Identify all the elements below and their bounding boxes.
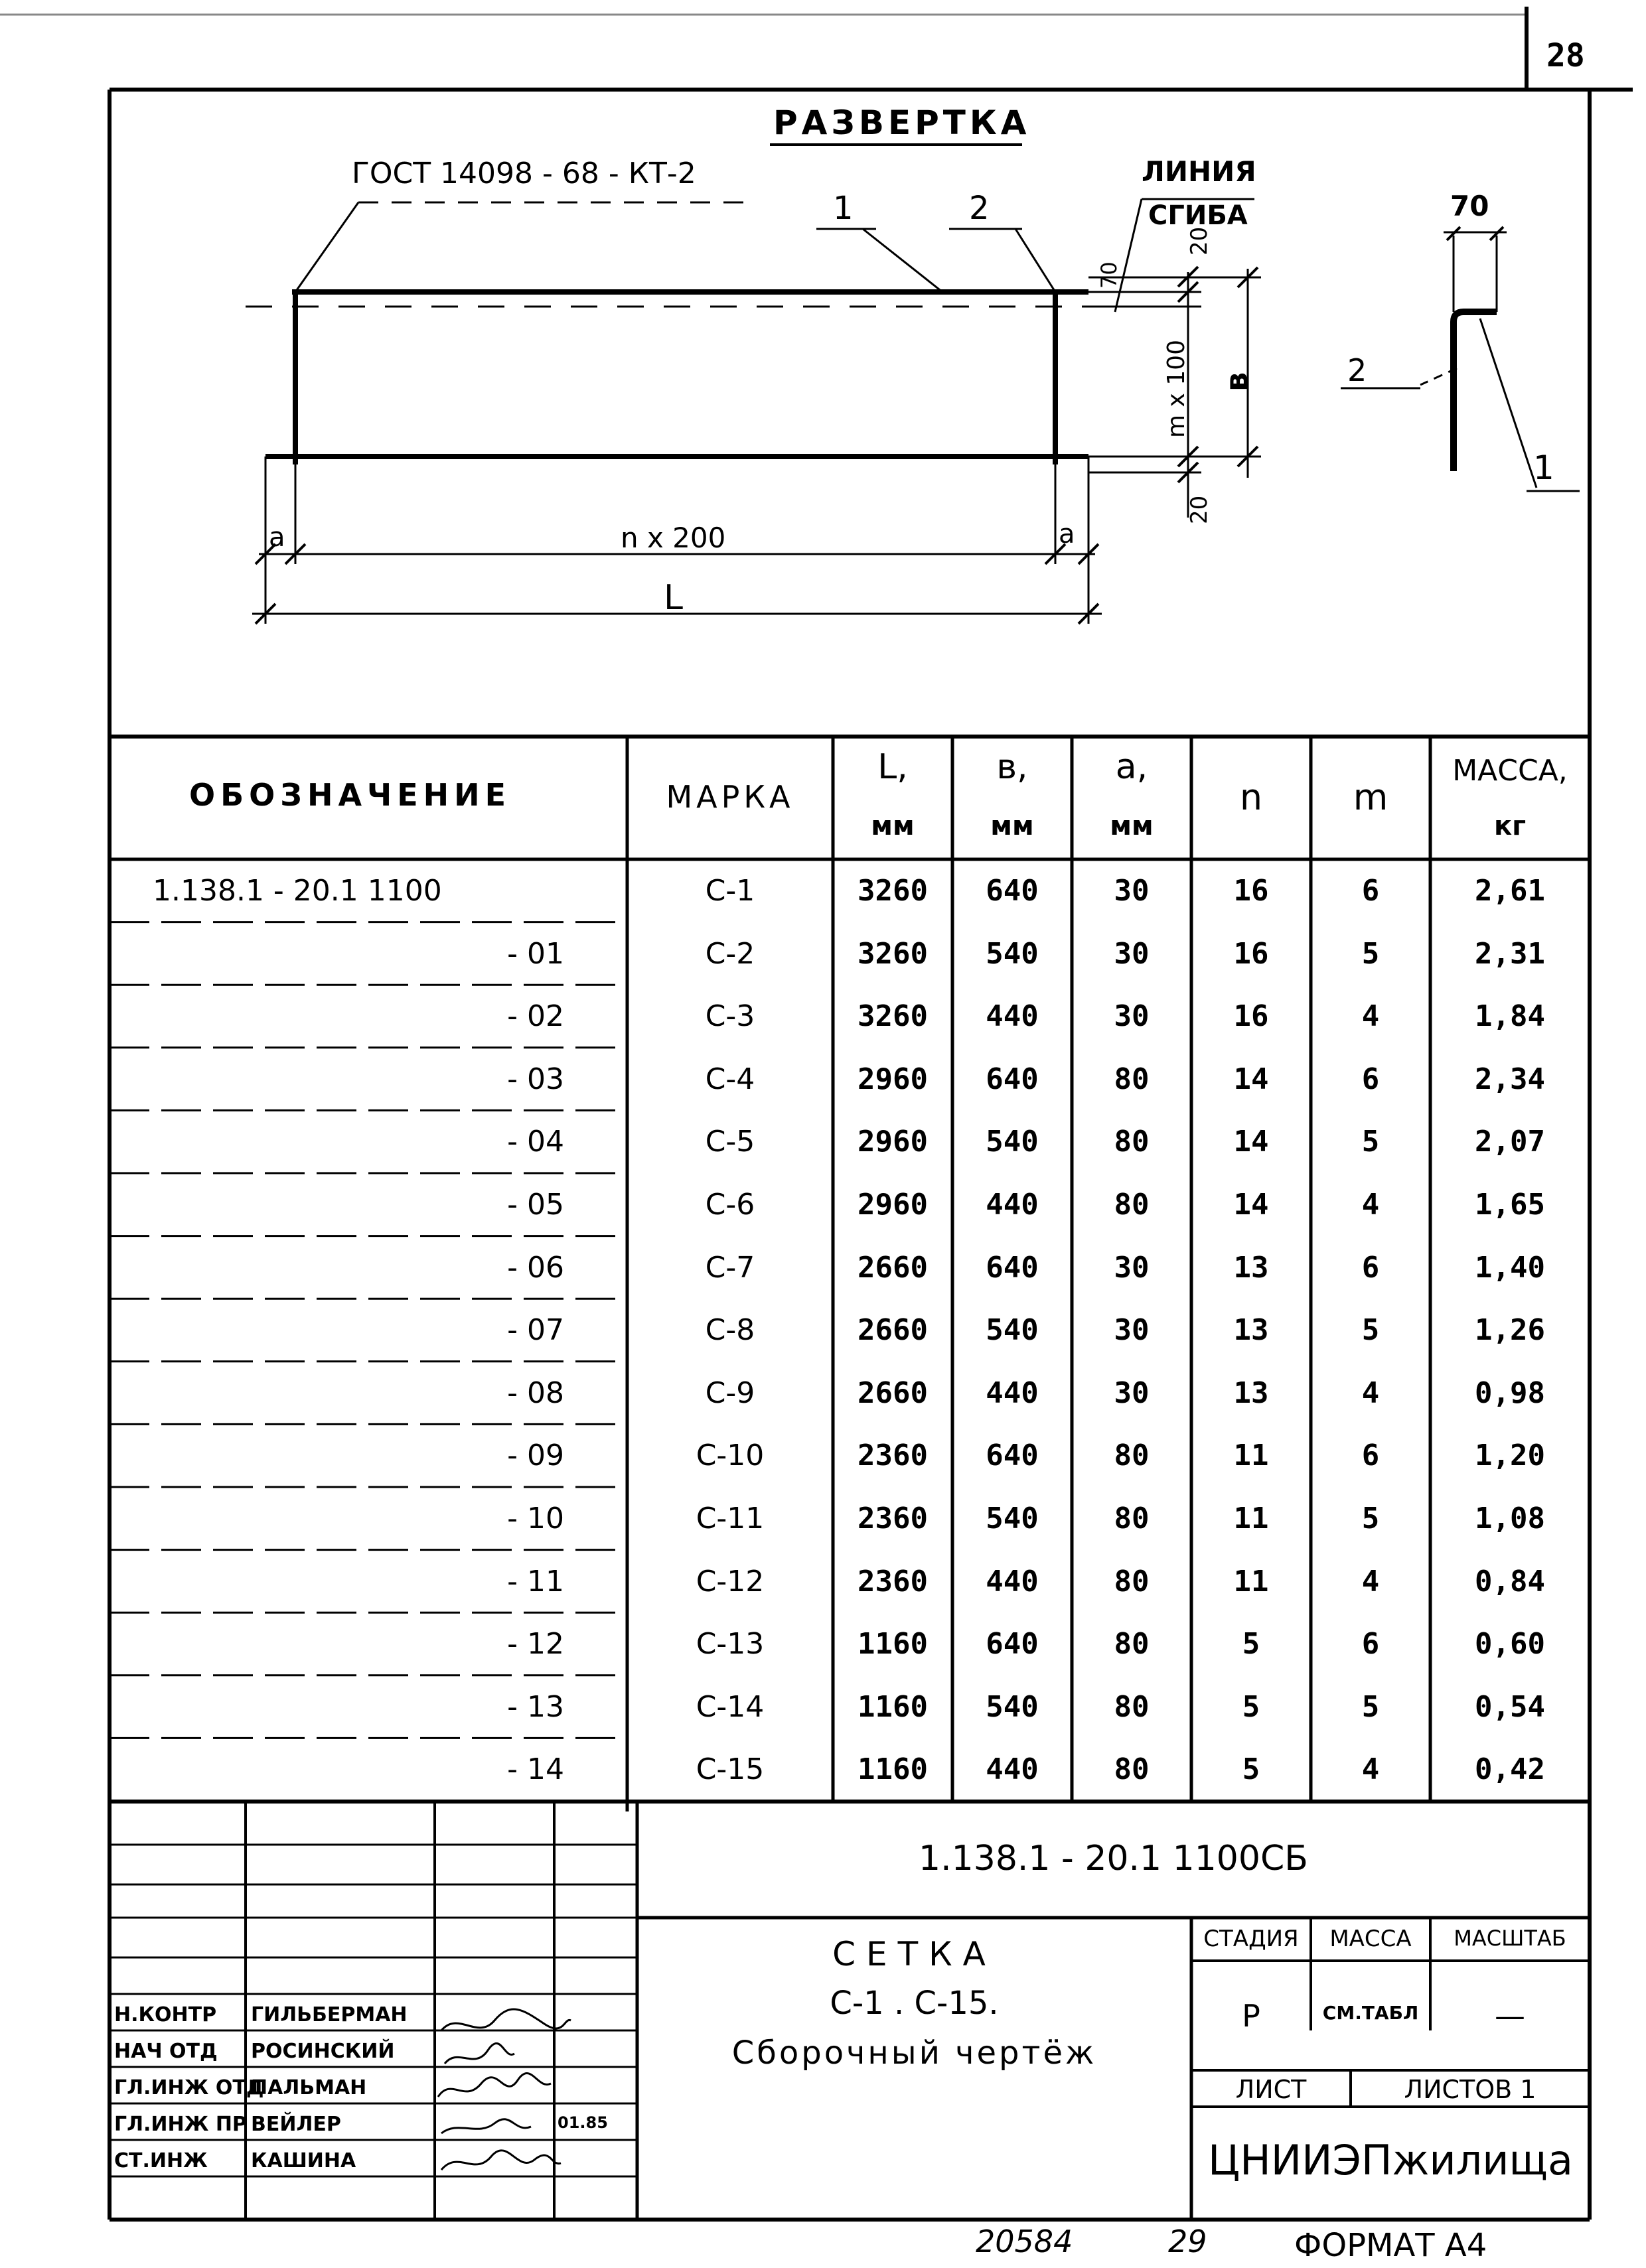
row-a: 80 [1114, 1564, 1150, 1598]
copy-number: 29 [1168, 2224, 1207, 2259]
row-a: 80 [1114, 1188, 1150, 1222]
sheet-number: 28 [1546, 37, 1585, 74]
row-a: 80 [1114, 1062, 1150, 1096]
row-designation: - 12 [507, 1627, 564, 1662]
staff-role: СТ.ИНЖ [114, 2149, 208, 2172]
row-m: 4 [1361, 1188, 1380, 1222]
row-designation: - 01 [507, 936, 564, 971]
dim-70-small: 70 [1096, 261, 1122, 289]
staff-role: НАЧ ОТД [114, 2040, 218, 2063]
header-mass-unit: кг [1493, 811, 1527, 841]
title-name-3: Сборочный чертёж [731, 2034, 1097, 2072]
row-a: 80 [1114, 1752, 1150, 1787]
row-L: 3260 [858, 874, 928, 908]
row-mass: 1,65 [1475, 1188, 1545, 1222]
row-mark: С-6 [705, 1188, 755, 1222]
row-L: 2360 [858, 1564, 928, 1598]
row-b: 640 [986, 1627, 1039, 1662]
row-m: 5 [1361, 1313, 1380, 1348]
title-name-2: С-1 . С-15. [830, 1985, 999, 2022]
row-mark: С-11 [696, 1502, 765, 1535]
row-a: 30 [1114, 936, 1150, 971]
row-n: 14 [1233, 1062, 1269, 1096]
row-b: 440 [986, 1376, 1039, 1410]
row-b: 440 [986, 1564, 1039, 1598]
row-n: 16 [1233, 874, 1269, 908]
row-mass: 0,42 [1475, 1752, 1545, 1787]
row-b: 640 [986, 874, 1039, 908]
row-mark: С-14 [696, 1689, 765, 1724]
row-mass: 1,08 [1475, 1502, 1545, 1535]
row-mark: С-4 [705, 1062, 755, 1096]
row-mass: 1,40 [1475, 1250, 1545, 1285]
row-b: 640 [986, 1062, 1039, 1096]
dim-n-x-200: n x 200 [621, 522, 726, 554]
staff-name: РОСИНСКИЙ [251, 2040, 395, 2063]
row-mass: 0,98 [1475, 1376, 1545, 1410]
row-designation: - 03 [507, 1062, 564, 1096]
row-L: 2960 [858, 1062, 928, 1096]
row-L: 1160 [858, 1689, 928, 1724]
row-m: 5 [1361, 936, 1380, 971]
position-2-label: 2 [969, 190, 990, 227]
row-mass: 0,60 [1475, 1627, 1545, 1662]
header-m: m [1353, 776, 1388, 818]
position-1-label: 1 [833, 190, 854, 227]
header-b: в, [996, 747, 1028, 787]
row-designation: - 09 [507, 1439, 564, 1473]
mass-label: МАССА [1329, 1926, 1412, 1952]
dim-m-x-100: m x 100 [1163, 340, 1190, 438]
staff-date: 01.85 [558, 2113, 608, 2132]
sheets-count-label: ЛИСТОВ 1 [1404, 2075, 1536, 2104]
row-b: 440 [986, 1752, 1039, 1787]
row-b: 440 [986, 999, 1039, 1034]
row-b: 640 [986, 1439, 1039, 1473]
row-mass: 2,61 [1475, 874, 1545, 908]
row-L: 2360 [858, 1439, 928, 1473]
row-mass: 0,84 [1475, 1564, 1545, 1598]
scale-value: — [1495, 1998, 1525, 2034]
stage-label: СТАДИЯ [1203, 1926, 1299, 1952]
row-mark: С-13 [696, 1627, 765, 1662]
row-mark: С-3 [705, 999, 755, 1034]
row-L: 2960 [858, 1125, 928, 1159]
row-a: 30 [1114, 1376, 1150, 1410]
row-mass: 1,84 [1475, 999, 1545, 1034]
header-mass: МАССА, [1452, 754, 1568, 788]
row-n: 13 [1233, 1313, 1269, 1348]
side-view-70: 70 [1450, 190, 1489, 222]
sheet-format: ФОРМАТ А4 [1294, 2227, 1487, 2264]
row-n: 5 [1242, 1752, 1260, 1787]
row-m: 4 [1361, 999, 1380, 1034]
row-designation: - 05 [507, 1188, 564, 1222]
row-L: 2660 [858, 1376, 928, 1410]
side-view-pos-2: 2 [1347, 352, 1367, 388]
row-n: 5 [1242, 1627, 1260, 1662]
row-a: 80 [1114, 1125, 1150, 1159]
row-mass: 1,20 [1475, 1439, 1545, 1473]
row-designation: 1.138.1 - 20.1 1100 [153, 874, 442, 908]
row-mass: 2,07 [1475, 1125, 1545, 1159]
header-mark: МАРКА [666, 779, 794, 815]
title-name-1: СЕТКА [832, 1935, 996, 1973]
row-mass: 1,26 [1475, 1313, 1545, 1348]
row-designation: - 07 [507, 1313, 564, 1348]
row-m: 4 [1361, 1564, 1380, 1598]
row-a: 80 [1114, 1502, 1150, 1535]
dim-b: в [1219, 372, 1254, 391]
row-m: 5 [1361, 1502, 1380, 1535]
stage-value: Р [1242, 1998, 1260, 2034]
staff-name: ПАЛЬМАН [251, 2076, 367, 2099]
row-L: 1160 [858, 1627, 928, 1662]
row-a: 30 [1114, 1313, 1150, 1348]
row-designation: - 08 [507, 1376, 564, 1410]
dim-20-bottom: 20 [1186, 495, 1213, 524]
header-L: L, [877, 747, 908, 787]
dim-a-right: a [1059, 519, 1075, 549]
row-b: 540 [986, 936, 1039, 971]
row-n: 16 [1233, 936, 1269, 971]
row-b: 440 [986, 1188, 1039, 1222]
row-m: 6 [1361, 1250, 1380, 1285]
row-mark: С-10 [696, 1439, 765, 1473]
header-a-unit: мм [1110, 811, 1154, 841]
scale-label: МАСШТАБ [1454, 1926, 1566, 1951]
row-mark: С-12 [696, 1564, 765, 1598]
row-b: 540 [986, 1502, 1039, 1535]
inventory-number: 20584 [976, 2224, 1073, 2259]
row-designation: - 04 [507, 1125, 564, 1159]
dim-20-top: 20 [1186, 226, 1213, 255]
row-n: 16 [1233, 999, 1269, 1034]
row-designation: - 11 [507, 1564, 564, 1598]
row-designation: - 14 [507, 1752, 564, 1787]
header-b-unit: мм [990, 811, 1034, 841]
row-b: 540 [986, 1313, 1039, 1348]
row-n: 13 [1233, 1376, 1269, 1410]
row-mark: С-8 [705, 1313, 755, 1348]
row-m: 4 [1361, 1376, 1380, 1410]
staff-name: ГИЛЬБЕРМАН [251, 2003, 408, 2026]
row-L: 3260 [858, 999, 928, 1034]
staff-name: КАШИНА [251, 2149, 356, 2172]
staff-name: ВЕЙЛЕР [251, 2113, 341, 2136]
row-mass: 0,54 [1475, 1689, 1545, 1724]
row-n: 14 [1233, 1125, 1269, 1159]
row-mark: С-5 [705, 1125, 755, 1159]
row-L: 2660 [858, 1313, 928, 1348]
row-mass: 2,34 [1475, 1062, 1545, 1096]
row-n: 11 [1233, 1564, 1269, 1598]
row-designation: - 02 [507, 999, 564, 1034]
row-designation: - 06 [507, 1250, 564, 1285]
document-code: 1.138.1 - 20.1 1100СБ [919, 1839, 1308, 1878]
staff-role: ГЛ.ИНЖ ОТД [114, 2076, 264, 2099]
organization-name: ЦНИИЭПжилища [1208, 2136, 1573, 2184]
row-b: 540 [986, 1689, 1039, 1724]
header-L-unit: мм [871, 811, 915, 841]
row-m: 6 [1361, 1627, 1380, 1662]
row-n: 13 [1233, 1250, 1269, 1285]
row-m: 6 [1361, 1439, 1380, 1473]
row-m: 6 [1361, 1062, 1380, 1096]
mass-value: СМ.ТАБЛ [1322, 2002, 1419, 2024]
row-a: 30 [1114, 874, 1150, 908]
row-n: 11 [1233, 1502, 1269, 1535]
drawing-title: РАЗВЕРТКА [773, 104, 1031, 142]
gost-label: ГОСТ 14098 - 68 - КТ-2 [352, 157, 696, 190]
row-L: 1160 [858, 1752, 928, 1787]
bend-line-label-2: СГИБА [1148, 200, 1248, 231]
row-n: 14 [1233, 1188, 1269, 1222]
bend-line-label-1: ЛИНИЯ [1142, 155, 1256, 188]
row-b: 640 [986, 1250, 1039, 1285]
row-designation: - 13 [507, 1689, 564, 1724]
row-L: 3260 [858, 936, 928, 971]
row-a: 80 [1114, 1439, 1150, 1473]
row-a: 80 [1114, 1627, 1150, 1662]
row-mark: С-2 [705, 936, 755, 971]
row-a: 30 [1114, 1250, 1150, 1285]
row-n: 11 [1233, 1439, 1269, 1473]
row-designation: - 10 [507, 1502, 564, 1535]
row-mass: 2,31 [1475, 936, 1545, 971]
row-L: 2360 [858, 1502, 928, 1535]
row-m: 5 [1361, 1689, 1380, 1724]
sheet-label: ЛИСТ [1235, 2075, 1307, 2104]
row-m: 5 [1361, 1125, 1380, 1159]
row-b: 540 [986, 1125, 1039, 1159]
dim-L: L [664, 578, 683, 618]
staff-role: ГЛ.ИНЖ ПР [114, 2113, 247, 2136]
row-L: 2960 [858, 1188, 928, 1222]
row-a: 80 [1114, 1689, 1150, 1724]
row-a: 30 [1114, 999, 1150, 1034]
side-view-pos-1: 1 [1533, 449, 1554, 487]
row-m: 4 [1361, 1752, 1380, 1787]
row-m: 6 [1361, 874, 1380, 908]
row-mark: С-1 [705, 874, 755, 908]
header-n: n [1239, 776, 1263, 818]
header-a: a, [1115, 747, 1148, 787]
row-mark: С-7 [705, 1250, 755, 1285]
header-designation: ОБОЗНАЧЕНИЕ [189, 777, 512, 813]
row-mark: С-9 [705, 1376, 755, 1410]
dim-a-left: a [269, 522, 285, 553]
row-L: 2660 [858, 1250, 928, 1285]
staff-role: Н.КОНТР [114, 2003, 217, 2026]
row-n: 5 [1242, 1689, 1260, 1724]
row-mark: С-15 [696, 1752, 765, 1787]
